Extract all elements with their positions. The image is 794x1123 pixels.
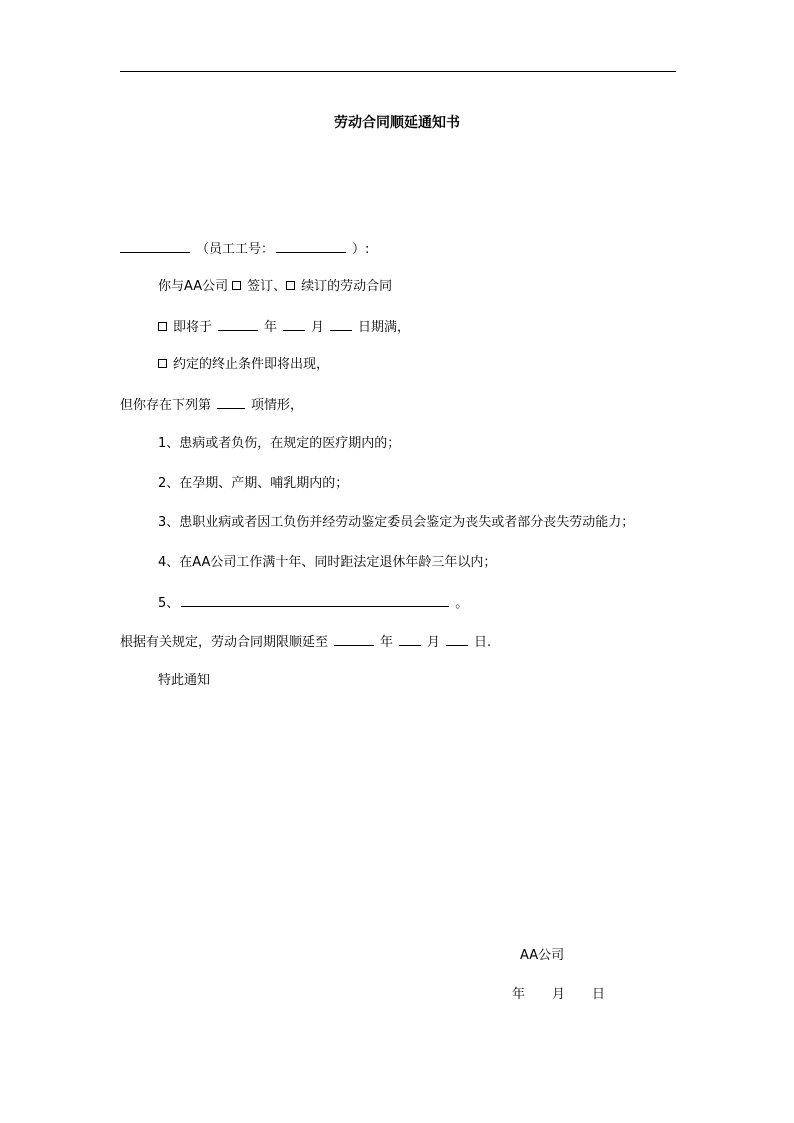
expiry-day-blank[interactable]: [330, 318, 352, 331]
termination-line: [158, 357, 329, 373]
signed-checkbox[interactable]: [232, 281, 241, 290]
extension-month-label: 月: [427, 635, 441, 650]
document-title: 劳动合同顺延通知书: [334, 115, 460, 131]
list-item: 4、在AA公司工作满十年、同时距法定退休年龄三年以内；: [158, 555, 497, 570]
expiry-year-label: 年: [264, 320, 278, 335]
condition-number-blank[interactable]: [217, 396, 245, 409]
extension-year-blank[interactable]: [334, 633, 374, 646]
signature-month: 月: [552, 987, 566, 1002]
expiry-checkbox[interactable]: [158, 322, 167, 331]
signature-date: [512, 987, 605, 1003]
termination-checkbox[interactable]: [158, 359, 167, 368]
item5-prefix: 5、: [158, 596, 180, 611]
addressee-line: [120, 240, 369, 258]
contract-prefix: 你与AA公司: [158, 279, 229, 294]
condition-prefix: 但你存在下列第: [120, 398, 212, 413]
extension-year-label: 年: [380, 635, 394, 650]
list-item-5: [158, 594, 468, 612]
item5-suffix: 。: [455, 596, 469, 611]
extension-prefix: 根据有关规定，劳动合同期限顺延至: [120, 635, 329, 650]
list-item: 3、患职业病或者因工负伤并经劳动鉴定委员会鉴定为丧失或者部分丧失劳动能力；: [158, 515, 635, 530]
expiry-month-blank[interactable]: [283, 318, 305, 331]
extension-day-blank[interactable]: [446, 633, 468, 646]
renewed-label: 续订的劳动合同: [301, 279, 393, 294]
extension-month-blank[interactable]: [399, 633, 421, 646]
employee-name-blank[interactable]: [120, 240, 190, 253]
expiry-month-label: 月: [311, 320, 325, 335]
condition-suffix: 项情形，: [251, 398, 304, 413]
signature-day: 日: [592, 987, 606, 1002]
expiry-line: [158, 318, 410, 336]
employee-id-blank[interactable]: [276, 240, 346, 253]
list-item: 2、在孕期、产期、哺乳期内的；: [158, 476, 349, 491]
closing-text: 特此通知: [158, 673, 211, 688]
renewed-checkbox[interactable]: [286, 281, 295, 290]
list-item: 1、患病或者负伤，在规定的医疗期内的；: [158, 436, 401, 451]
contract-line: [158, 279, 392, 295]
signature-company: AA公司: [520, 948, 565, 963]
expiry-year-blank[interactable]: [218, 318, 258, 331]
termination-text: 约定的终止条件即将出现，: [173, 357, 330, 372]
employee-id-label: （员工工号：: [196, 242, 275, 257]
extension-line: [120, 633, 491, 651]
addressee-close: ）:: [352, 242, 370, 257]
expiry-prefix: 即将于: [173, 320, 213, 335]
expiry-day-label: 日期满，: [358, 320, 411, 335]
condition-intro: [120, 396, 303, 414]
header-rule: [120, 71, 676, 72]
extension-day-label: 日.: [474, 635, 492, 650]
signed-label: 签订、: [247, 279, 287, 294]
signature-year: 年: [512, 987, 526, 1002]
item5-blank[interactable]: [181, 594, 449, 607]
